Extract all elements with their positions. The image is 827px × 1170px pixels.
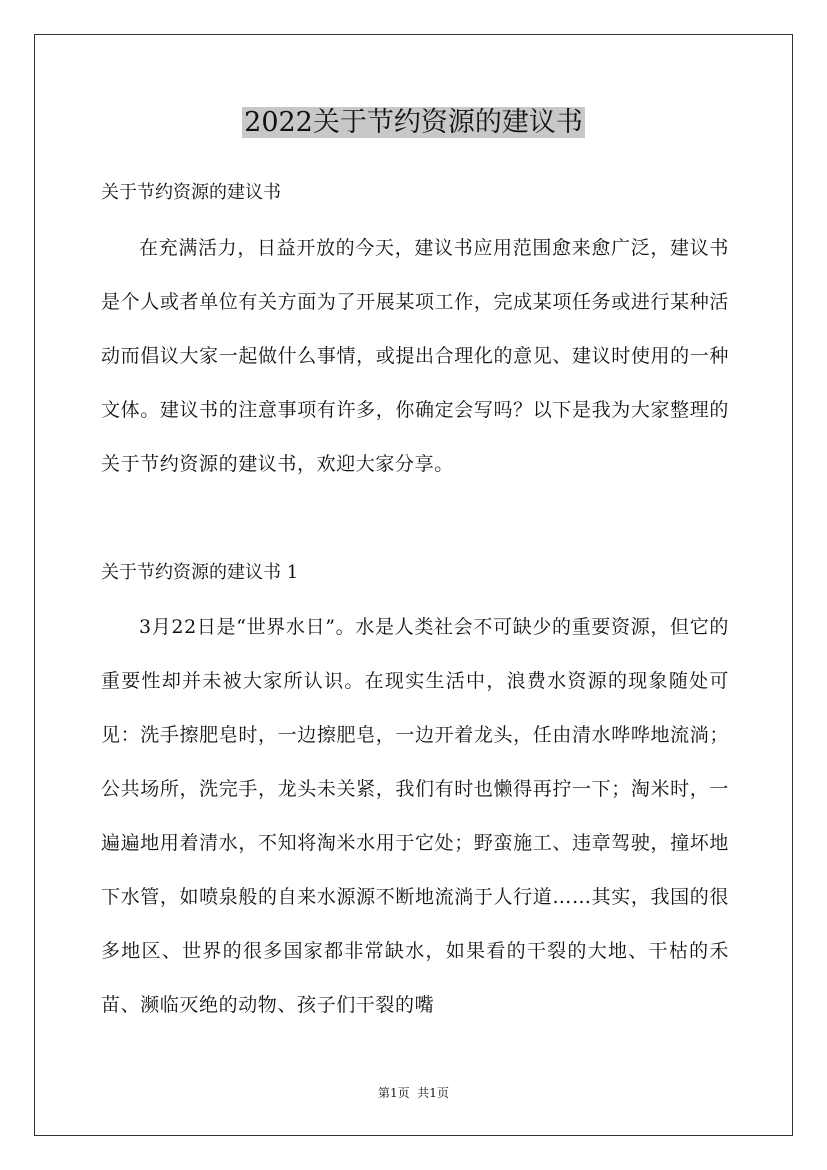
section-paragraph: 3月22日是“世界水日”。水是人类社会不可缺少的重要资源，但它的重要性却并未被大家所认识。在现实生活中，浪费水资源的现象随处可见：洗手擦肥皂时，一边擦肥皂，一边开着龙头，任由清水哗哗地流淌；公共场所，洗完手，龙头未关紧，我们有时也懒得再拧一下；淘米时，一遍遍地用着清水，不知将淘米水用于它处；野蛮施工、违章驾驶，撞坏地下水管，如喷泉般的自来水源源不断地流淌于人行道……其实，我国的很多地区、世界的很多国家都非常缺水，如果看的干裂的大地、干枯的禾苗、濒临灭绝的动物、孩子们干裂的嘴 bbox=[101, 616, 729, 1016]
document-title bbox=[0, 104, 827, 142]
intro-paragraph: 在充满活力，日益开放的今天，建议书应用范围愈来愈广泛，建议书是个人或者单位有关方面为了开展某项工作，完成某项任务或进行某种活动而倡议大家一起做什么事情，或提出合理化的意见、建议时使用的一种文体。建议书的注意事项有许多，你确定会写吗？以下是我为大家整理的关于节约资源的建议书，欢迎大家分享。 bbox=[101, 237, 729, 475]
section-heading: 关于节约资源的建议书 1 bbox=[101, 562, 299, 583]
document-title-text: 2022关于节约资源的建议书 bbox=[244, 107, 583, 138]
document-subtitle: 关于节约资源的建议书 bbox=[101, 182, 281, 203]
page-footer: 第1页 共1页 bbox=[378, 1086, 449, 1100]
